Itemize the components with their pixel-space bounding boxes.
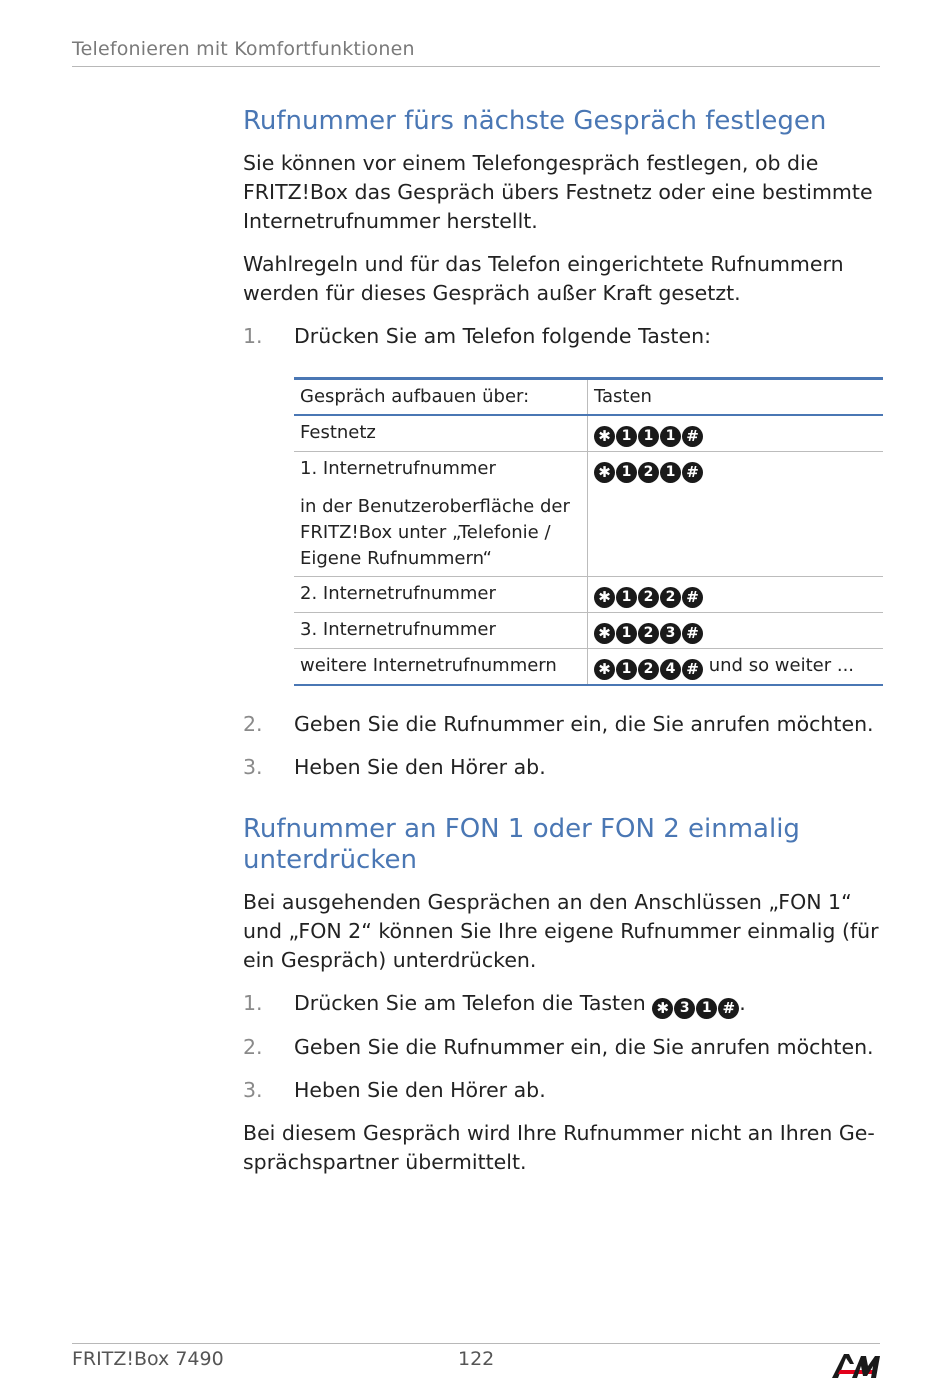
table-cell-keys bbox=[588, 577, 884, 613]
hash-key-icon: # bbox=[682, 426, 703, 447]
digit-key-icon: 1 bbox=[616, 587, 637, 608]
digit-key-icon: 3 bbox=[674, 998, 695, 1019]
star-key-icon: ✱ bbox=[594, 659, 615, 680]
step-number: 3. bbox=[243, 1078, 263, 1102]
row-label: 2. Internetrufnummer bbox=[300, 583, 496, 604]
digit-key-icon: 4 bbox=[660, 659, 681, 680]
table-header-cell: Gespräch aufbauen über: bbox=[294, 379, 588, 416]
step-number: 2. bbox=[243, 712, 263, 736]
table-cell-label bbox=[294, 613, 588, 649]
row-note: in der Benutzeroberfläche der FRITZ!Box unter „Telefonie / Eigene Rufnummern“ bbox=[300, 496, 570, 569]
footer-product-name: FRITZ!Box 7490 bbox=[72, 1348, 224, 1370]
star-key-icon: ✱ bbox=[594, 587, 615, 608]
row-suffix: und so weiter ... bbox=[708, 655, 855, 676]
digit-key-icon: 2 bbox=[638, 587, 659, 608]
table-cell-label bbox=[294, 577, 588, 613]
digit-key-icon: 1 bbox=[696, 998, 717, 1019]
key-sequence bbox=[594, 659, 703, 680]
table-cell-keys bbox=[588, 415, 884, 452]
star-key-icon: ✱ bbox=[652, 998, 673, 1019]
digit-key-icon: 2 bbox=[660, 587, 681, 608]
table-header-cell: Tasten bbox=[588, 379, 884, 416]
step-text: Heben Sie den Hörer ab. bbox=[294, 755, 546, 779]
page-content bbox=[243, 106, 883, 1191]
hash-key-icon: # bbox=[682, 587, 703, 608]
paragraph: Sie können vor einem Telefongespräch festlegen, ob die FRITZ!Box das Gespräch übers Festnetz oder eine bestimmte Internetrufnummer herstellt. bbox=[243, 151, 873, 233]
step-text: Geben Sie die Rufnummer ein, die Sie anrufen möchten. bbox=[294, 1035, 874, 1059]
step-text: Drücken Sie am Telefon die Tasten bbox=[294, 991, 646, 1015]
step-text: Drücken Sie am Telefon folgende Tasten: bbox=[294, 324, 711, 348]
paragraph: Wahlregeln und für das Telefon eingerichtete Rufnummern werden für dieses Gespräch außer Kraft gesetzt. bbox=[243, 252, 844, 305]
table-row bbox=[294, 415, 883, 452]
digit-key-icon: 2 bbox=[638, 659, 659, 680]
row-label: weitere Internetrufnummern bbox=[300, 655, 557, 676]
table-cell-keys bbox=[588, 613, 884, 649]
step-number: 1. bbox=[243, 324, 263, 348]
step-number: 3. bbox=[243, 755, 263, 779]
step-item bbox=[243, 989, 883, 1019]
key-sequence bbox=[594, 462, 703, 483]
digit-key-icon: 1 bbox=[616, 623, 637, 644]
table-header-row bbox=[294, 379, 883, 416]
table-cell-label bbox=[294, 415, 588, 452]
table-cell-label bbox=[294, 452, 588, 577]
footer-rule bbox=[72, 1343, 880, 1344]
step-text: Geben Sie die Rufnummer ein, die Sie anrufen möchten. bbox=[294, 712, 874, 736]
digit-key-icon: 2 bbox=[638, 462, 659, 483]
star-key-icon: ✱ bbox=[594, 623, 615, 644]
table-row bbox=[294, 577, 883, 613]
step-number: 1. bbox=[243, 991, 263, 1015]
step-item bbox=[243, 322, 883, 351]
step-end: . bbox=[739, 991, 746, 1015]
key-sequence bbox=[594, 623, 703, 644]
table-row bbox=[294, 649, 883, 686]
table-cell-keys bbox=[588, 649, 884, 686]
digit-key-icon: 2 bbox=[638, 623, 659, 644]
digit-key-icon: 1 bbox=[616, 659, 637, 680]
key-sequence bbox=[594, 587, 703, 608]
table-cell-keys bbox=[588, 452, 884, 577]
running-head: Telefonieren mit Komfortfunktionen bbox=[72, 38, 880, 67]
digit-key-icon: 1 bbox=[616, 462, 637, 483]
row-label: Festnetz bbox=[300, 422, 376, 443]
digit-key-icon: 3 bbox=[660, 623, 681, 644]
row-label: 1. Internetrufnummer bbox=[300, 458, 496, 479]
key-code-table bbox=[294, 377, 883, 686]
step-item bbox=[243, 1033, 883, 1062]
paragraph: Bei ausgehenden Gesprächen an den Anschlüssen „FON 1“ und „FON 2“ können Sie Ihre eigene Rufnummer einmalig (für ein Gespräch) unterdrücken. bbox=[243, 890, 879, 972]
digit-key-icon: 1 bbox=[616, 426, 637, 447]
section-title-dial-next-call: Rufnummer fürs nächste Gespräch festlegen bbox=[243, 106, 827, 136]
section-title-suppress-number: Rufnummer an FON 1 oder FON 2 einmalig unterdrücken bbox=[243, 814, 800, 875]
table-cell-label bbox=[294, 649, 588, 686]
hash-key-icon: # bbox=[682, 462, 703, 483]
avm-logo-icon bbox=[830, 1350, 882, 1380]
paragraph: Bei diesem Gespräch wird Ihre Rufnummer nicht an Ihren Gesprächspartner übermittelt. bbox=[243, 1121, 875, 1174]
table-row bbox=[294, 452, 883, 577]
step-number: 2. bbox=[243, 1035, 263, 1059]
step-item bbox=[243, 710, 883, 739]
star-key-icon: ✱ bbox=[594, 462, 615, 483]
digit-key-icon: 1 bbox=[638, 426, 659, 447]
star-key-icon: ✱ bbox=[594, 426, 615, 447]
hash-key-icon: # bbox=[718, 998, 739, 1019]
step-item bbox=[243, 753, 883, 782]
key-sequence bbox=[652, 998, 739, 1019]
step-item bbox=[243, 1076, 883, 1105]
table-row bbox=[294, 613, 883, 649]
hash-key-icon: # bbox=[682, 623, 703, 644]
digit-key-icon: 1 bbox=[660, 426, 681, 447]
page-number: 122 bbox=[458, 1348, 495, 1370]
hash-key-icon: # bbox=[682, 659, 703, 680]
digit-key-icon: 1 bbox=[660, 462, 681, 483]
step-text: Heben Sie den Hörer ab. bbox=[294, 1078, 546, 1102]
key-sequence bbox=[594, 426, 703, 447]
row-label: 3. Internetrufnummer bbox=[300, 619, 496, 640]
